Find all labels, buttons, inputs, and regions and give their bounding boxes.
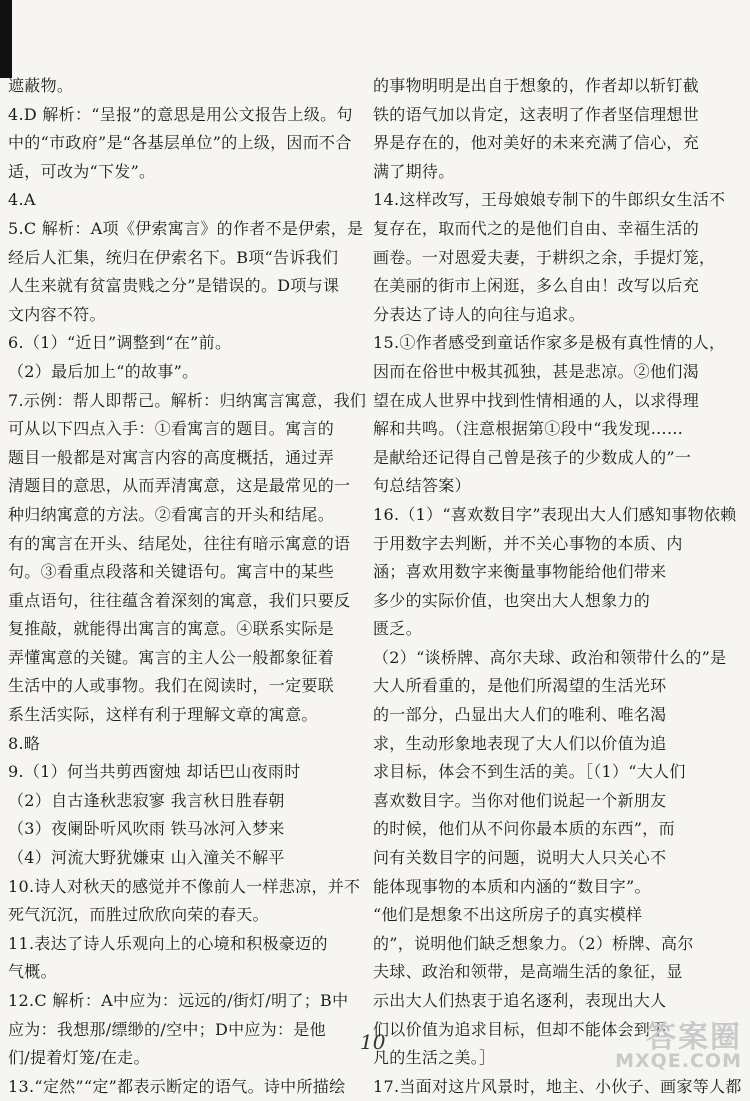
text-line: 12.C 解析：A中应为：远远的/街灯/明了；B中: [8, 991, 349, 1010]
text-line: 涵；喜欢用数字来衡量事物能给他们带来: [373, 562, 667, 582]
text-line: （3）夜阑卧听风吹雨 铁马冰河入梦来: [8, 819, 285, 839]
text-line: 求目标，体会不到生活的美。［（1）“大人们: [373, 762, 686, 782]
text-line: 的”，说明他们缺乏想象力。（2）桥牌、高尔: [373, 933, 694, 953]
text-line: 16.（1）“喜欢数目字”表现出大人们感知事物依赖: [373, 504, 737, 524]
text-line: 14.这样改写，王母娘娘专制下的牛郎织女生活不: [373, 190, 726, 210]
text-line: 解和共鸣。（注意根据第①段中“我发现……: [373, 419, 684, 439]
text-line: 问有关数目字的问题，说明大人只关心不: [373, 848, 667, 868]
text-line: 13.“定然”“定”都表示断定的语气。诗中所描绘: [8, 1076, 346, 1096]
right-column: [373, 72, 742, 1101]
text-line: 大人所看重的，是他们所渴望的生活光环: [373, 676, 667, 696]
text-line: 9.（1）何当共剪西窗烛 却话巴山夜雨时: [8, 762, 301, 782]
text-line: 10.诗人对秋天的感觉并不像前人一样悲凉，并不: [8, 876, 361, 896]
page-number: 10: [360, 1030, 386, 1054]
text-line: 句。③看重点段落和关键语句。寓言中的某些: [8, 562, 335, 582]
text-line: 17.当面对这片风景时，地主、小伙子、画家等人都: [373, 1076, 742, 1096]
text-line: （2）自古逢秋悲寂寥 我言秋日胜春朝: [8, 790, 285, 810]
text-line: 们/提着灯笼/在走。: [8, 1048, 150, 1068]
text-line: 复存在，取而代之的是他们自由、幸福生活的: [373, 218, 700, 238]
watermark-url: MXQE.COM: [615, 1050, 742, 1072]
text-line: 喜欢数目字。当你对他们说起一个新朋友: [373, 790, 667, 810]
text-line: 11.表达了诗人乐观向上的心境和积极豪迈的: [8, 933, 328, 953]
text-line: 能体现事物的本质和内涵的“数目字”。: [373, 876, 651, 896]
text-line: 遮蔽物。: [8, 76, 74, 95]
text-line: 经后人汇集，统归在伊索名下。B项“告诉我们: [8, 247, 339, 267]
watermark: [600, 1012, 750, 1076]
text-line: 4.D 解析：“呈报”的意思是用公文报告上级。句: [8, 104, 353, 124]
text-line: 求，生动形象地表现了大人们以价值为追: [373, 733, 667, 753]
text-line: 7.示例：帮人即帮己。解析：归纳寓言寓意，我们: [8, 390, 367, 410]
text-line: 8.略: [8, 733, 41, 753]
text-line: 界是存在的，他对美好的未来充满了信心，充: [373, 133, 700, 153]
page-edge-shadow: [0, 0, 12, 78]
text-line: 重点语句，往往蕴含着深刻的寓意，我们只要反: [8, 590, 351, 610]
text-line: 望在成人世界中找到性情相通的人，以求得理: [373, 390, 700, 410]
text-line: 种归纳寓意的方法。②看寓言的开头和结尾。: [8, 504, 335, 524]
text-line: 应为：我想那/缥缈的/空中；D中应为：是他: [8, 1019, 326, 1039]
watermark-logo-text: 答案圈: [646, 1020, 742, 1055]
text-line: 于用数字去判断，并不关心事物的本质、内: [373, 533, 683, 553]
text-line: 因而在俗世中极其孤独，甚是悲凉。②他们渴: [373, 361, 700, 381]
text-line: 人生来就有贫富贵贱之分”是错误的。D项与课: [8, 276, 340, 296]
text-line: 可从以下四点入手：①看寓言的题目。寓言的: [8, 419, 335, 439]
text-line: 死气沉沉，而胜过欣欣向荣的春天。: [8, 905, 269, 925]
text-line: 画卷。一对恩爱夫妻，于耕织之余，手提灯笼，: [373, 247, 716, 267]
text-line: 句总结答案）: [373, 476, 471, 496]
text-line: 夫球、政治和领带，是高端生活的象征，显: [373, 962, 683, 982]
text-line: 题目一般都是对寓言内容的高度概括，通过弄: [8, 447, 335, 467]
text-line: 复推敲，就能得出寓言的寓意。④联系实际是: [8, 619, 335, 639]
text-line: 凡的生活之美。］: [373, 1048, 496, 1068]
text-line: 中的“市政府”是“各基层单位”的上级，因而不合: [8, 133, 352, 153]
text-line: 在美丽的街市上闲逛，多么自由！改写以后充: [373, 276, 700, 296]
text-line: 系生活实际，这样有利于理解文章的寓意。: [8, 705, 318, 725]
text-line: 6.（1）“近日”调整到“在”前。: [8, 333, 232, 353]
text-line: （2）最后加上“的故事”。: [8, 361, 199, 381]
text-line: “他们是想象不出这所房子的真实模样: [373, 905, 643, 925]
text-line: 气概。: [8, 962, 57, 982]
text-line: 的一部分，凸显出大人们的唯利、唯名渴: [373, 705, 667, 725]
text-line: 铁的语气加以肯定，这表明了作者坚信理想世: [373, 104, 700, 124]
text-line: 是献给还记得自己曾是孩子的少数成人的”一: [373, 447, 692, 467]
text-line: 匮乏。: [373, 619, 422, 639]
text-line: 弄懂寓意的关键。寓言的主人公一般都象征着: [8, 647, 335, 667]
text-line: 生活中的人或事物。我们在阅读时，一定要联: [8, 676, 335, 696]
text-line: 5.C 解析：A项《伊索寓言》的作者不是伊索，是: [8, 218, 364, 238]
text-line: 的时候，他们从不问你最本质的东西”，而: [373, 819, 675, 839]
text-line: （4）河流大野犹嫌束 山入潼关不解平: [8, 848, 285, 868]
text-line: 多少的实际价值，也突出大人想象力的: [373, 590, 651, 610]
text-line: 有的寓言在开头、结尾处，往往有暗示寓意的语: [8, 533, 351, 553]
text-line: 满了期待。: [373, 161, 455, 181]
text-line: 的事物明明是出自于想象的，作者却以斩钉截: [373, 76, 700, 95]
text-line: 清题目的意思，从而弄清寓意，这是最常见的一: [8, 476, 351, 496]
text-line: 适，可改为“下发”。: [8, 161, 156, 181]
left-column: [8, 72, 367, 1101]
text-line: 文内容不符。: [8, 304, 106, 324]
text-line: 15.①作者感受到童话作家多是极有真性情的人，: [373, 333, 726, 353]
text-line: （2）“谈桥牌、高尔夫球、政治和领带什么的”是: [373, 647, 727, 667]
text-line: 示出大人们热衷于追名逐利，表现出大人: [373, 991, 667, 1010]
text-line: 4.A: [8, 190, 36, 210]
text-line: 分表达了诗人的向往与追求。: [373, 304, 585, 324]
text-line: 们以价值为追求目标，但却不能体会到平: [373, 1019, 667, 1039]
